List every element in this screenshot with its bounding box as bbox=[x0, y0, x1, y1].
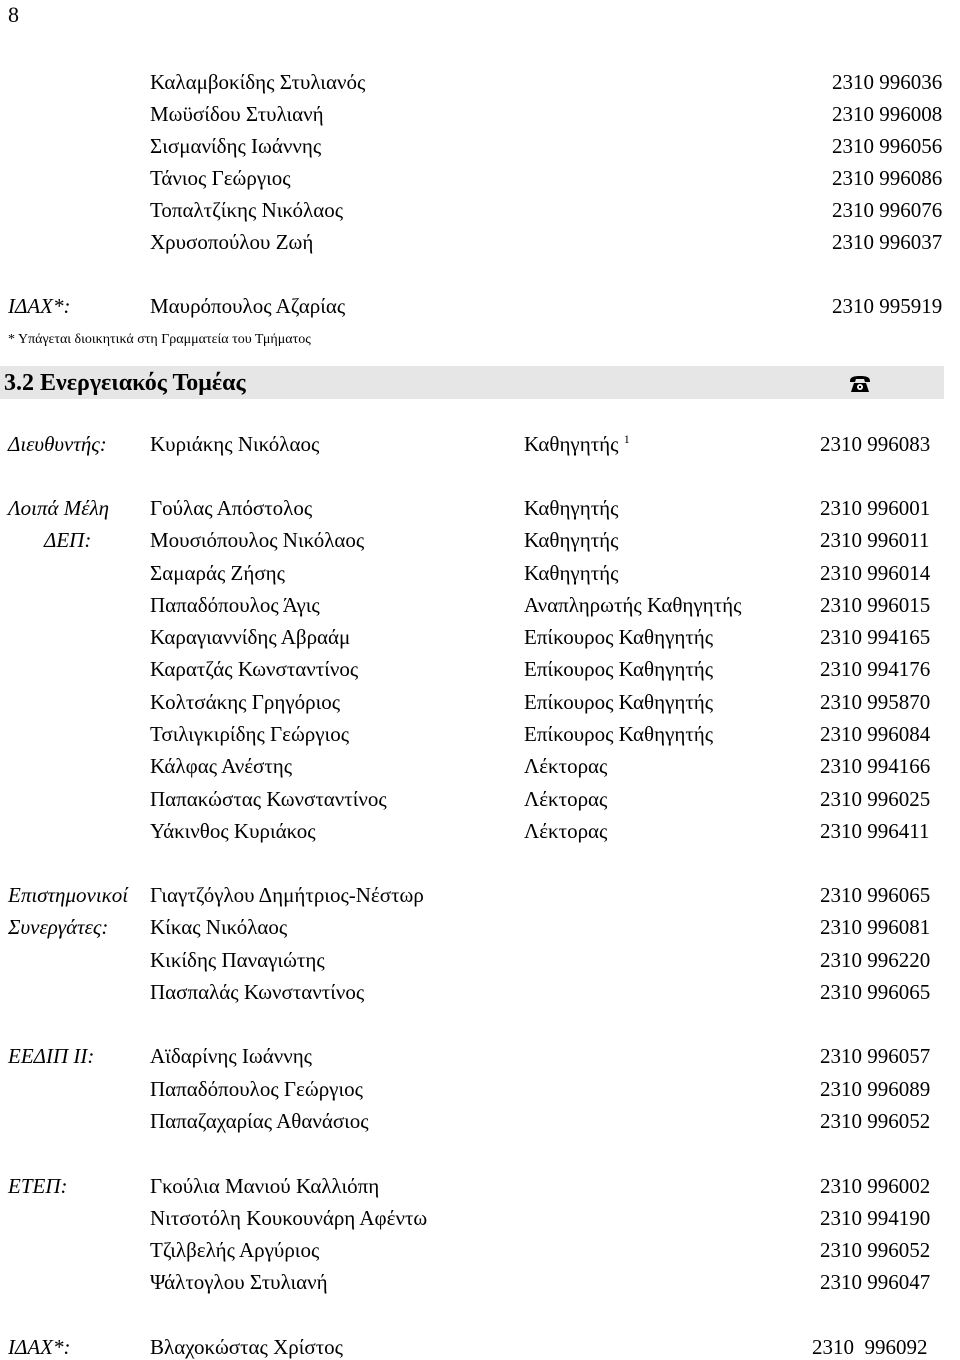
phone-number: 2310 996008 bbox=[832, 102, 943, 126]
phone-number: 2310 996411 bbox=[820, 819, 930, 843]
telephone-icon bbox=[848, 374, 872, 394]
person-name: Παπακώστας Κωνσταντίνος bbox=[150, 787, 387, 811]
phone-number: 2310 996084 bbox=[820, 722, 931, 746]
person-name: Κικίδης Παναγιώτης bbox=[150, 948, 325, 972]
etep-label: ΕΤΕΠ: bbox=[8, 1174, 68, 1198]
person-rank: Καθηγητής bbox=[524, 561, 619, 585]
person-name: Ψάλτογλου Στυλιανή bbox=[150, 1270, 328, 1294]
person-name: Μουσιόπουλος Νικόλαος bbox=[150, 528, 365, 552]
person-name: Τάνιος Γεώργιος bbox=[150, 166, 291, 190]
person-name: Καλαμβοκίδης Στυλιανός bbox=[150, 70, 366, 94]
person-name: Υάκινθος Κυριάκος bbox=[150, 819, 316, 843]
eedip-label: ΕΕΔΙΠ ΙΙ: bbox=[8, 1044, 95, 1068]
person-name: Τοπαλτζίκης Νικόλαος bbox=[150, 198, 344, 222]
director-label: Διευθυντής: bbox=[8, 432, 107, 456]
phone-number: 2310 996089 bbox=[820, 1077, 931, 1101]
phone-number: 2310 996014 bbox=[820, 561, 931, 585]
person-rank: Επίκουρος Καθηγητής bbox=[524, 722, 714, 746]
person-name: Τζιλβελής Αργύριος bbox=[150, 1238, 320, 1262]
phone-number: 2310 994190 bbox=[820, 1206, 931, 1230]
person-name: Γούλας Απόστολος bbox=[150, 496, 313, 520]
person-rank: Καθηγητής bbox=[524, 496, 619, 520]
person-name: Πασπαλάς Κωνσταντίνος bbox=[150, 980, 365, 1004]
person-name: Κάλφας Ανέστης bbox=[150, 754, 293, 778]
phone-number: 2310 996057 bbox=[820, 1044, 931, 1068]
phone-number: 2310 996065 bbox=[820, 883, 931, 907]
phone-number: 2310 994176 bbox=[820, 657, 931, 681]
person-name: Σαμαράς Ζήσης bbox=[150, 561, 285, 585]
person-rank: Καθηγητής bbox=[524, 528, 619, 552]
person-name: Γκούλια Μανιού Καλλιόπη bbox=[150, 1174, 380, 1198]
phone-number: 2310 996047 bbox=[820, 1270, 931, 1294]
phone-number: 2310 996056 bbox=[832, 134, 943, 158]
person-name: Γιαγτζόγλου Δημήτριος-Νέστωρ bbox=[150, 883, 424, 907]
person-name: Μωϋσίδου Στυλιανή bbox=[150, 102, 324, 126]
footnote-marker: 1 bbox=[623, 432, 630, 446]
idax-label: ΙΔΑΧ*: bbox=[8, 1335, 71, 1359]
page-number: 8 bbox=[8, 2, 19, 27]
director-rank bbox=[524, 432, 630, 456]
phone-number: 2310 995919 bbox=[832, 294, 943, 318]
person-rank: Λέκτορας bbox=[524, 754, 608, 778]
person-name: Σισμανίδης Ιωάννης bbox=[150, 134, 322, 158]
footnote: * Υπάγεται διοικητικά στη Γραμματεία του Τμήματος bbox=[8, 332, 311, 347]
phone-number: 2310 996036 bbox=[832, 70, 943, 94]
person-name: Χρυσοπούλου Ζωή bbox=[150, 230, 314, 254]
sci-label-line1: Επιστημονικοί bbox=[8, 883, 129, 907]
phone-number: 2310 996002 bbox=[820, 1174, 931, 1198]
phone-number: 2310 996011 bbox=[820, 528, 930, 552]
phone-number: 2310 995870 bbox=[820, 690, 931, 714]
person-name: Καραγιαννίδης Αβραάμ bbox=[150, 625, 351, 649]
idax-label: ΙΔΑΧ*: bbox=[8, 294, 71, 318]
person-rank: Λέκτορας bbox=[524, 787, 608, 811]
dep-label-line2: ΔΕΠ: bbox=[44, 528, 92, 552]
person-rank: Επίκουρος Καθηγητής bbox=[524, 690, 714, 714]
rank-text: Καθηγητής bbox=[524, 432, 619, 456]
person-rank: Λέκτορας bbox=[524, 819, 608, 843]
person-name: Τσιλιγκιρίδης Γεώργιος bbox=[150, 722, 350, 746]
person-name: Βλαχοκώστας Χρίστος bbox=[150, 1335, 343, 1359]
person-name: Αϊδαρίνης Ιωάννης bbox=[150, 1044, 312, 1068]
person-name: Κολτσάκης Γρηγόριος bbox=[150, 690, 341, 714]
phone-number: 2310 996025 bbox=[820, 787, 931, 811]
phone-number: 2310 996092 bbox=[812, 1335, 928, 1359]
phone-number: 2310 996220 bbox=[820, 948, 931, 972]
person-name: Παπαδόπουλος Άγις bbox=[150, 593, 320, 617]
section-title: 3.2 Ενεργειακός Τομέας bbox=[4, 370, 246, 396]
person-rank: Επίκουρος Καθηγητής bbox=[524, 657, 714, 681]
phone-number: 2310 994166 bbox=[820, 754, 931, 778]
sci-label-line2: Συνεργάτες: bbox=[8, 915, 109, 939]
person-name: Καρατζάς Κωνσταντίνος bbox=[150, 657, 359, 681]
phone-number: 2310 996052 bbox=[820, 1238, 931, 1262]
phone-number: 2310 996081 bbox=[820, 915, 931, 939]
phone-number: 2310 996065 bbox=[820, 980, 931, 1004]
person-name: Παπαδόπουλος Γεώργιος bbox=[150, 1077, 363, 1101]
phone-number: 2310 996086 bbox=[832, 166, 943, 190]
director-name: Κυριάκης Νικόλαος bbox=[150, 432, 320, 456]
person-rank: Αναπληρωτής Καθηγητής bbox=[524, 593, 742, 617]
phone-number: 2310 994165 bbox=[820, 625, 931, 649]
phone-number: 2310 996083 bbox=[820, 432, 931, 456]
phone-number: 2310 996076 bbox=[832, 198, 943, 222]
phone-number: 2310 996037 bbox=[832, 230, 943, 254]
person-name: Νιτσοτόλη Κουκουνάρη Αφέντω bbox=[150, 1206, 428, 1230]
phone-number: 2310 996052 bbox=[820, 1109, 931, 1133]
dep-label-line1: Λοιπά Μέλη bbox=[8, 496, 110, 520]
person-rank: Επίκουρος Καθηγητής bbox=[524, 625, 714, 649]
phone-number: 2310 996015 bbox=[820, 593, 931, 617]
person-name: Κίκας Νικόλαος bbox=[150, 915, 288, 939]
person-name: Παπαζαχαρίας Αθανάσιος bbox=[150, 1109, 369, 1133]
phone-number: 2310 996001 bbox=[820, 496, 931, 520]
person-name: Μαυρόπουλος Αζαρίας bbox=[150, 294, 346, 318]
